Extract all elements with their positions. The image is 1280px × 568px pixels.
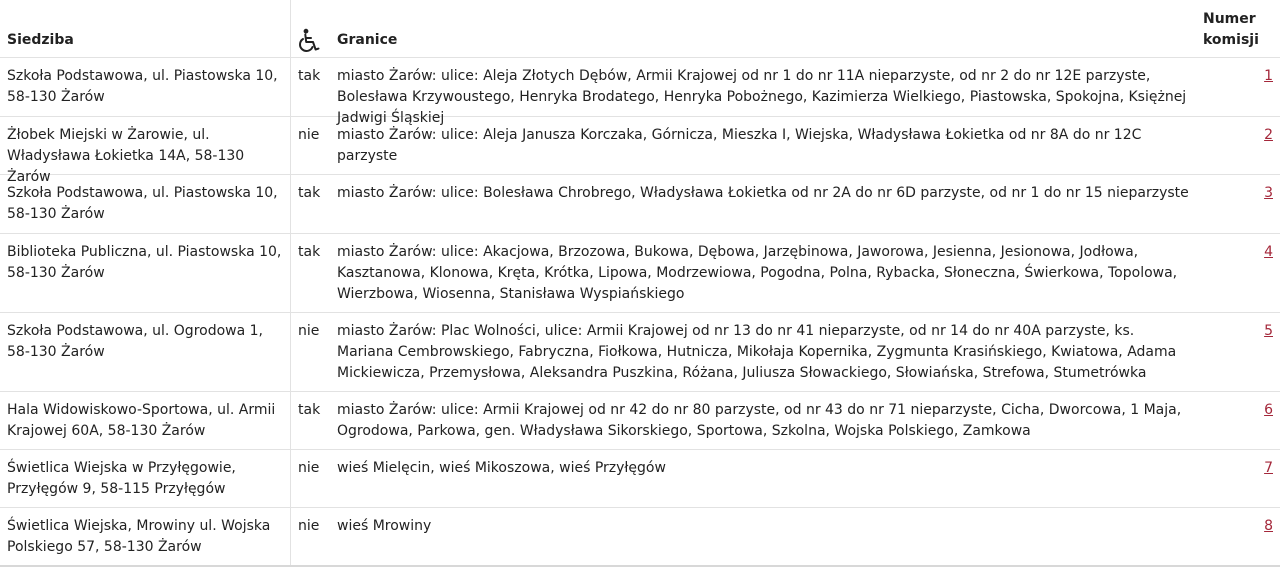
- header-numer-komisji: [1203, 9, 1259, 51]
- commission-number-link[interactable]: 2: [1264, 127, 1273, 143]
- cell-accessibility: nie: [298, 518, 320, 534]
- cell-granice: miasto Żarów: ulice: Bolesława Chrobrego, Władysława Łokietka od nr 2A do nr 6D parzyste, od nr 1 do nr 15 nieparzyste: [337, 185, 1189, 201]
- table-row: [0, 175, 1280, 234]
- cell-siedziba: Świetlica Wiejska w Przyłęgowie, Przyłęgów 9, 58-115 Przyłęgów: [7, 460, 236, 497]
- cell-granice: wieś Mielęcin, wieś Mikoszowa, wieś Przyłęgów: [337, 460, 666, 476]
- cell-accessibility: tak: [298, 244, 321, 260]
- commission-number-link[interactable]: 6: [1264, 402, 1273, 418]
- cell-siedziba: Szkoła Podstawowa, ul. Piastowska 10, 58-130 Żarów: [7, 185, 278, 222]
- table-row: [0, 392, 1280, 450]
- cell-granice: miasto Żarów: Plac Wolności, ulice: Armii Krajowej od nr 13 do nr 41 nieparzyste, od nr 14 do nr 40A parzyste, ks. Mariana Cembrowskiego, Fabryczna, Fiołkowa, Hutnicza, Mikołaja Kopernika, Zygmunta Krasińskiego, Kwiatowa, Adama Mickiewicza, Przemysłowa, Aleksandra Puszkina, Różana, Juliusza Słowackiego, Słowiańska, Strefowa, Stumetrówka: [337, 323, 1177, 381]
- cell-siedziba: Żłobek Miejski w Żarowie, ul. Władysława Łokietka 14A, 58-130 Żarów: [7, 127, 245, 185]
- commission-number-link[interactable]: 7: [1264, 460, 1273, 476]
- commission-number-link[interactable]: 1: [1264, 68, 1273, 84]
- cell-siedziba: Świetlica Wiejska, Mrowiny ul. Wojska Polskiego 57, 58-130 Żarów: [7, 518, 271, 555]
- cell-siedziba: Hala Widowiskowo-Sportowa, ul. Armii Krajowej 60A, 58-130 Żarów: [7, 402, 276, 439]
- table-header: [0, 0, 1280, 58]
- wheelchair-icon: [297, 28, 321, 54]
- header-numer-line1: Numer: [1203, 11, 1256, 27]
- table-row: [0, 450, 1280, 508]
- commission-number-link[interactable]: 4: [1264, 244, 1273, 260]
- cell-granice: miasto Żarów: ulice: Aleja Złotych Dębów, Armii Krajowej od nr 1 do nr 11A nieparzyste, od nr 2 do nr 12E parzyste, Bolesława Krzywoustego, Henryka Brodatego, Henryka Pobożnego, Kazimierza Wielkiego, Piastowska, Spokojna, Księżnej Jadwigi Śląskiej: [337, 68, 1187, 126]
- cell-siedziba: Biblioteka Publiczna, ul. Piastowska 10, 58-130 Żarów: [7, 244, 282, 281]
- cell-accessibility: tak: [298, 402, 321, 418]
- commission-number-link[interactable]: 5: [1264, 323, 1273, 339]
- commission-number-link[interactable]: 8: [1264, 518, 1273, 534]
- table-row: [0, 117, 1280, 185]
- commission-number-link[interactable]: 3: [1264, 185, 1273, 201]
- cell-granice: miasto Żarów: ulice: Akacjowa, Brzozowa, Bukowa, Dębowa, Jarzębinowa, Jaworowa, Jesienna, Jesionowa, Jodłowa, Kasztanowa, Klonowa, Kręta, Krótka, Lipowa, Modrzewiowa, Pogodna, Polna, Rybacka, Słoneczna, Świerkowa, Topolowa, Wierzbowa, Wiosenna, Stanisława Wyspiańskiego: [337, 244, 1178, 302]
- header-granice: Granice: [337, 32, 398, 48]
- header-numer-line2: komisji: [1203, 32, 1259, 48]
- cell-accessibility: tak: [298, 68, 321, 84]
- cell-siedziba: Szkoła Podstawowa, ul. Ogrodowa 1, 58-130 Żarów: [7, 323, 263, 360]
- table-row: [0, 58, 1280, 126]
- column-divider: [290, 0, 291, 566]
- cell-granice: wieś Mrowiny: [337, 518, 432, 534]
- cell-accessibility: nie: [298, 127, 320, 143]
- cell-accessibility: nie: [298, 323, 320, 339]
- cell-granice: miasto Żarów: ulice: Aleja Janusza Korczaka, Górnicza, Mieszka I, Wiejska, Władysława Łokietka od nr 8A do nr 12C parzyste: [337, 127, 1142, 164]
- cell-accessibility: nie: [298, 460, 320, 476]
- table-row: [0, 234, 1280, 313]
- cell-accessibility: tak: [298, 185, 321, 201]
- table-row: [0, 508, 1280, 566]
- table-row: [0, 313, 1280, 392]
- table-bottom-border: [0, 565, 1280, 567]
- header-siedziba: Siedziba: [7, 32, 74, 48]
- cell-siedziba: Szkoła Podstawowa, ul. Piastowska 10, 58-130 Żarów: [7, 68, 278, 105]
- cell-granice: miasto Żarów: ulice: Armii Krajowej od nr 42 do nr 80 parzyste, od nr 43 do nr 71 nieparzyste, Cicha, Dworcowa, 1 Maja, Ogrodowa, Parkowa, gen. Władysława Sikorskiego, Sportowa, Szkolna, Wojska Polskiego, Zamkowa: [337, 402, 1182, 439]
